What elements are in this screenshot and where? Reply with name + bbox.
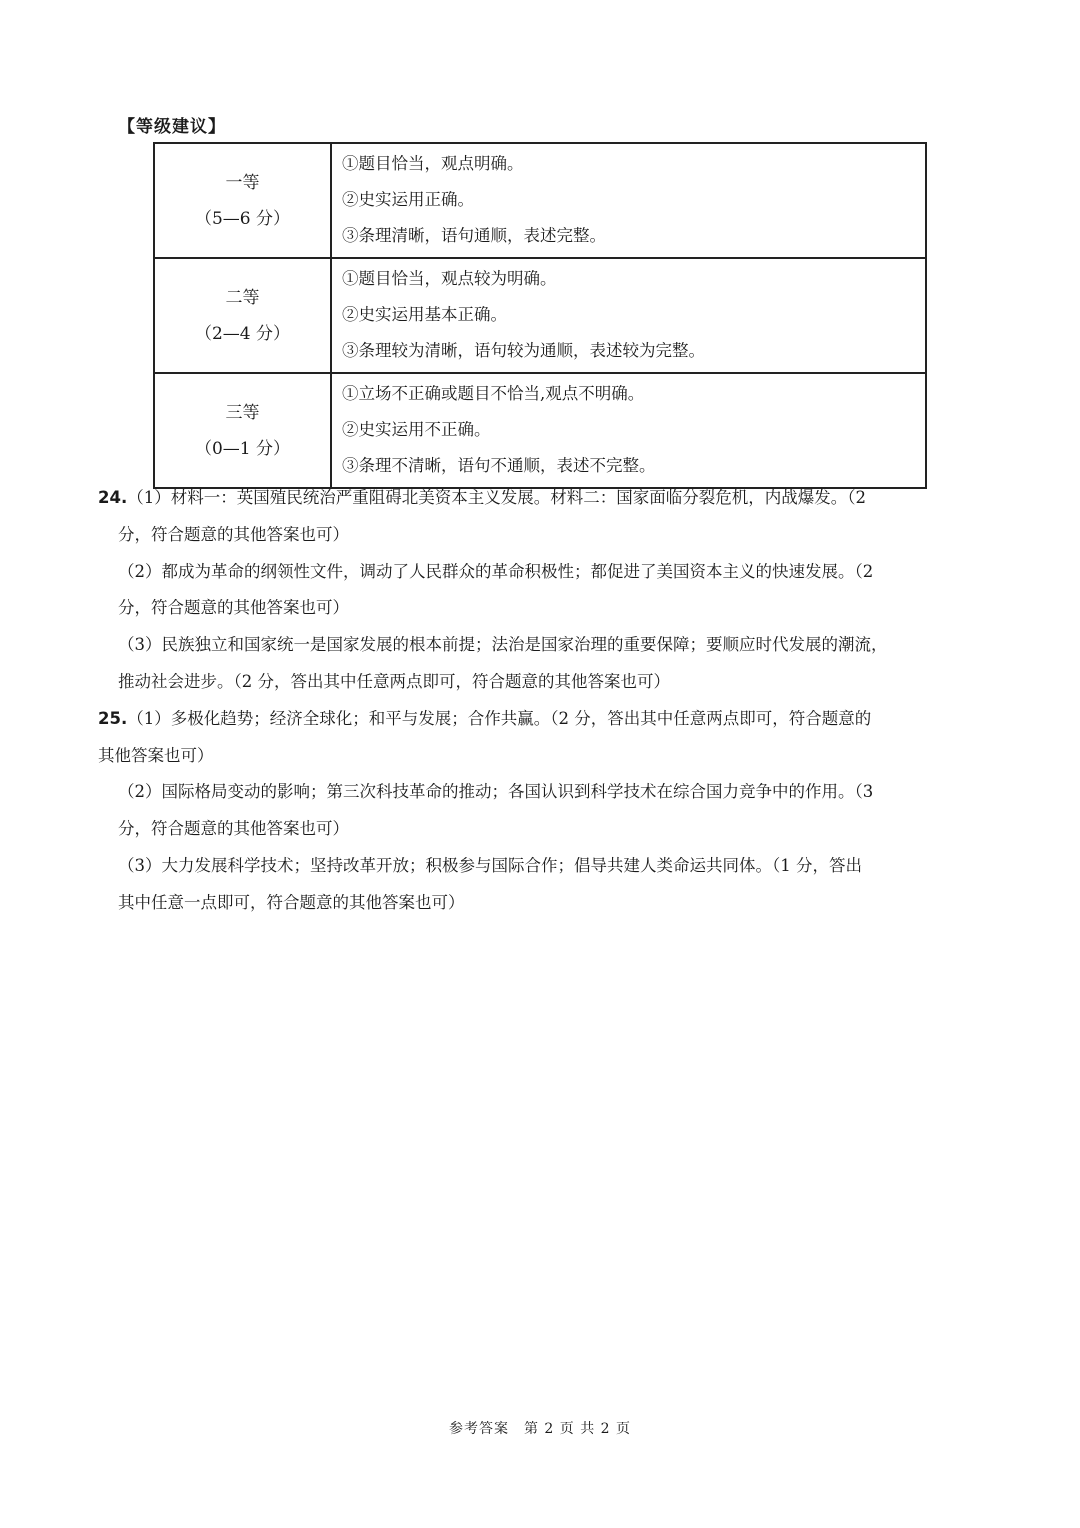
criteria-item: ②史实运用正确。 [342, 190, 474, 209]
criteria-cell [331, 373, 926, 488]
q24-part1-line2: 分，符合题意的其他答案也可） [118, 524, 349, 544]
answer-section [98, 480, 983, 922]
grade-row-second [154, 258, 926, 373]
criteria-item: ③条理清晰，语句通顺，表述完整。 [342, 226, 606, 245]
criteria-item: ①立场不正确或题目不恰当,观点不明确。 [342, 384, 645, 403]
q25-number: 25. [98, 708, 128, 728]
grade-row-third [154, 373, 926, 488]
q24-part1-text: （1）材料一：英国殖民统治严重阻碍北美资本主义发展。材料二：国家面临分裂危机，内战爆发。（2 [127, 488, 866, 507]
grade-label: 一等 [225, 172, 260, 193]
grade-cell [154, 373, 331, 488]
grade-range: （0—1 分） [194, 438, 291, 459]
q24-number: 24. [98, 488, 128, 507]
grade-range: （5—6 分） [194, 208, 291, 229]
q24-part3-line1: （3）民族独立和国家统一是国家发展的根本前提；法治是国家治理的重要保障；要顺应时代发展的潮流， [118, 635, 888, 655]
grading-section-title: 【等级建议】 [118, 117, 226, 137]
q25-part3-line2: 其中任意一点即可，符合题意的其他答案也可） [118, 892, 465, 912]
criteria-item: ③条理较为清晰，语句较为通顺，表述较为完整。 [342, 341, 705, 360]
grade-label: 三等 [225, 402, 260, 423]
grading-table [153, 142, 927, 489]
q25-part1-line1 [98, 701, 983, 738]
grade-label: 二等 [225, 287, 260, 308]
q24-part2-line1: （2）都成为革命的纲领性文件，调动了人民群众的革命积极性；都促进了美国资本主义的快速发展。（2 [118, 561, 874, 581]
q24-part3-line2: 推动社会进步。（2 分，答出其中任意两点即可，符合题意的其他答案也可） [118, 671, 670, 691]
criteria-item: ③条理不清晰，语句不通顺，表述不完整。 [342, 456, 656, 475]
q25-part2-line1: （2）国际格局变动的影响；第三次科技革命的推动；各国认识到科学技术在综合国力竞争中的作用。（3 [118, 782, 874, 802]
q24-part2-line2: 分，符合题意的其他答案也可） [118, 598, 349, 618]
grade-cell [154, 258, 331, 373]
grade-cell [154, 143, 331, 258]
criteria-item: ②史实运用不正确。 [342, 420, 491, 439]
q25-part2-line2: 分，符合题意的其他答案也可） [118, 819, 349, 839]
criteria-cell [331, 258, 926, 373]
grade-range: （2—4 分） [194, 323, 291, 344]
criteria-cell [331, 143, 926, 258]
grade-row-first [154, 143, 926, 258]
criteria-item: ②史实运用基本正确。 [342, 305, 507, 324]
page-footer: 参考答案 第 2 页 共 2 页 [448, 1421, 632, 1437]
criteria-item: ①题目恰当，观点明确。 [342, 154, 524, 173]
q25-part1-line2: 其他答案也可） [98, 745, 214, 765]
criteria-item: ①题目恰当，观点较为明确。 [342, 269, 557, 288]
q25-part3-line1: （3）大力发展科学技术；坚持改革开放；积极参与国际合作；倡导共建人类命运共同体。（1 分，答出 [118, 855, 862, 875]
q25-part1-text: （1）多极化趋势；经济全球化；和平与发展；合作共赢。（2 分，答出其中任意两点即可，符合题意的 [127, 708, 872, 728]
q24-part1-line1 [98, 480, 983, 517]
